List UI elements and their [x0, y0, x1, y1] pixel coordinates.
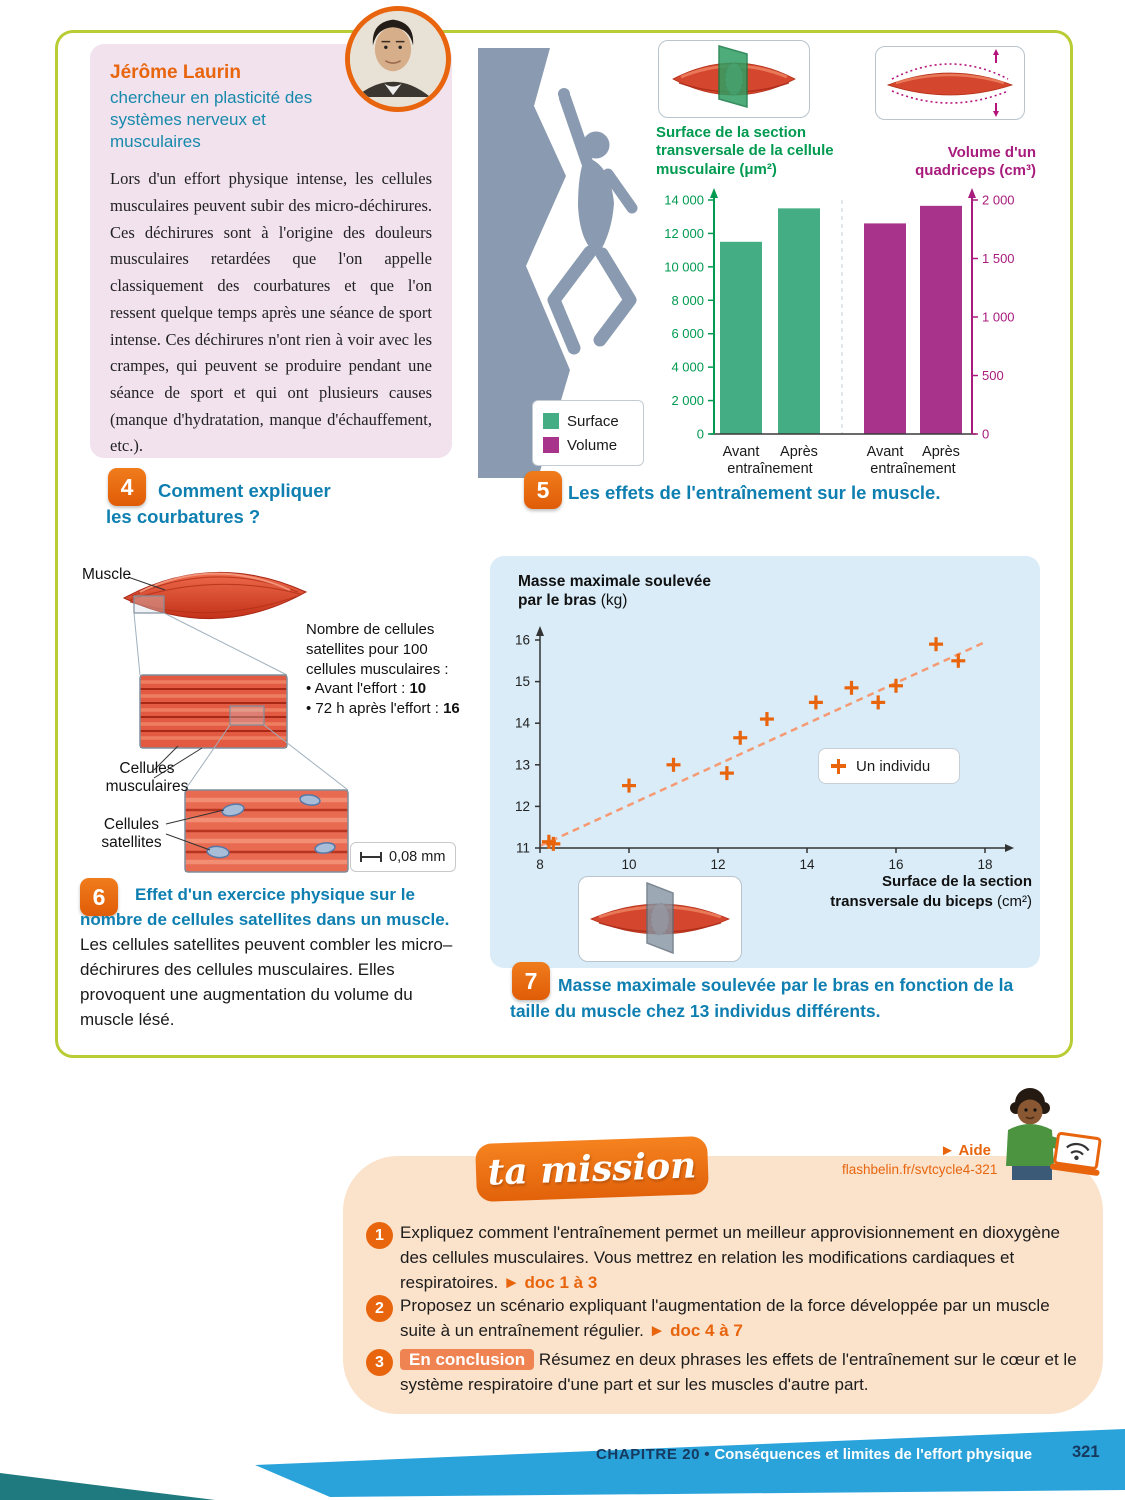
strength-vs-muscle-size-scatter	[500, 612, 1030, 882]
svg-text:10 000: 10 000	[664, 259, 704, 275]
biceps-section-icon-art	[579, 877, 741, 961]
svg-text:2 000: 2 000	[671, 393, 704, 409]
svg-text:13: 13	[514, 757, 530, 773]
info-bullet-2: • 72 h après l'effort : 16	[306, 700, 460, 718]
volume-label: Volume	[567, 436, 618, 454]
doc5-number: 5	[524, 471, 562, 509]
scatter-xtitle-line1: Surface de la section	[881, 873, 1032, 890]
svg-text:4 000: 4 000	[671, 359, 704, 375]
doc4-number: 4	[108, 468, 146, 506]
svg-text:16: 16	[888, 857, 904, 872]
scale-bar-icon	[360, 852, 382, 862]
surface-swatch	[543, 413, 559, 429]
info-line-3: cellules musculaires :	[306, 660, 449, 678]
task2-text: Proposez un scénario expliquant l'augmentation de la force développée par un muscle suite à un entraînement régulier. ► doc 4 à 7	[400, 1296, 1050, 1340]
mission-banner: ta mission	[475, 1136, 709, 1202]
muscle-volume-arrows-icon	[876, 47, 1024, 119]
svg-text:14: 14	[799, 857, 815, 872]
doc5-caption: Les effets de l'entraînement sur le muscle.	[568, 482, 941, 503]
bar-chart-legend	[532, 400, 644, 466]
portrait-illustration	[350, 11, 436, 97]
researcher-photo	[345, 6, 451, 112]
scatter-xtitle-unit: (cm²)	[992, 892, 1032, 910]
doc6-caption-text: Les cellules satellites peuvent combler les micro–déchirures des cellules musculaires. Elles provoquent une augmentation du volume du muscle lésé.	[80, 935, 453, 1029]
doc6-caption	[80, 882, 465, 1032]
scatter-legend	[818, 748, 960, 784]
researcher-bio: Lors d'un effort physique intense, les cellules musculaires peuvent subir des micro-déchirures. Ces déchirures sont à l'origine des douleurs musculaires retardées que l'on appelle classiquement des courbatures et que l'on ressent quelque temps après une séance de sport intense. Ces déchirures n'ont rien à voir avec les crampes, qui peuvent se produire pendant une séance de sport et qui ont plusieurs causes (manque d'hydratation, manque d'échauffement, etc.).	[110, 169, 432, 456]
aide-label: ► Aide	[940, 1142, 991, 1159]
svg-text:0: 0	[696, 426, 704, 442]
task1-number: 1	[366, 1222, 393, 1249]
svg-text:6 000: 6 000	[671, 326, 704, 342]
doc6-number: 6	[80, 878, 118, 916]
svg-text:12: 12	[514, 798, 530, 814]
legend-row-surface	[543, 409, 633, 433]
satellite-cells-info	[306, 620, 466, 719]
mascot-illustration	[992, 1088, 1104, 1193]
task3-text: En conclusion Résumez en deux phrases les effets de l'entraînement sur le cœur et le système respiratoire d'une part et sur les muscles d'autre part.	[400, 1350, 1077, 1394]
plus-marker-icon	[831, 759, 846, 774]
surface-label: Surface	[567, 412, 619, 430]
biceps-cross-section-icon	[578, 876, 742, 962]
svg-text:1 500: 1 500	[982, 251, 1015, 266]
conclusion-chip: En conclusion	[400, 1349, 534, 1370]
scatter-title-line1: Masse maximale soulevée	[518, 573, 712, 590]
scatter-xtitle-line2: transversale du biceps	[830, 892, 993, 910]
svg-text:16: 16	[514, 632, 530, 648]
bar-left-axis-title: Surface de la section transversale de la cellule musculaire (μm²)	[656, 124, 834, 178]
scatter-title-unit: (kg)	[596, 592, 628, 610]
svg-text:8: 8	[536, 857, 544, 872]
svg-text:12: 12	[710, 857, 726, 872]
flashbelin-link[interactable]: flashbelin.fr/svtcycle4-321	[842, 1162, 998, 1177]
svg-text:0: 0	[982, 426, 990, 442]
svg-text:entraînement: entraînement	[870, 461, 956, 477]
footer-text: CHAPITRE 20 • Conséquences et limites de l'effort physique	[596, 1446, 1033, 1463]
scale-indicator	[350, 842, 456, 872]
researcher-name: Jérôme Laurin	[110, 62, 241, 83]
svg-text:12 000: 12 000	[664, 225, 704, 241]
page-number: 321	[1072, 1443, 1100, 1461]
scatter-y-title	[518, 572, 711, 611]
footer-chapter: CHAPITRE 20	[596, 1446, 701, 1463]
scatter-x-title	[750, 872, 1032, 911]
doc4-title: Comment expliquer les courbatures ?	[106, 480, 331, 527]
svg-text:500: 500	[982, 368, 1004, 383]
researcher-role: chercheur en plasticité des systèmes nerveux et musculaires	[110, 88, 313, 151]
volume-swatch	[543, 437, 559, 453]
bar-right-axis-title: Volume d'un quadriceps (cm³)	[915, 144, 1036, 180]
svg-text:18: 18	[977, 857, 993, 872]
task1-text: Expliquez comment l'entraînement permet un meilleur approvisionnement en dioxygène des cellules musculaires. Vous mettrez en relation les modifications cardiaques et respiratoires. ► doc 1 à 3	[400, 1223, 1060, 1292]
info-line-1: Nombre de cellules	[306, 621, 435, 638]
svg-text:8 000: 8 000	[671, 292, 704, 308]
task3-number: 3	[366, 1349, 393, 1376]
svg-text:14: 14	[514, 715, 530, 731]
svg-text:Après: Après	[922, 444, 960, 460]
info-bullet-1: • Avant l'effort : 10	[306, 680, 427, 698]
footer-title: Conséquences et limites de l'effort physique	[714, 1446, 1033, 1463]
muscle-cross-section-icon	[658, 40, 810, 118]
scatter-legend-label: Un individu	[856, 757, 931, 775]
info-line-2: satellites pour 100	[306, 640, 428, 658]
scale-value: 0,08 mm	[389, 849, 446, 865]
svg-text:15: 15	[514, 674, 530, 690]
svg-text:14 000: 14 000	[664, 192, 704, 208]
svg-text:Avant: Avant	[722, 444, 760, 460]
svg-text:Avant: Avant	[866, 444, 904, 460]
muscle-volume-icon	[875, 46, 1025, 120]
scatter-title-line2: par le bras	[518, 592, 597, 610]
svg-text:1 000: 1 000	[982, 309, 1015, 325]
legend-row-volume	[543, 433, 633, 457]
label-muscle-cells: Cellules musculaires	[105, 760, 189, 796]
svg-text:entraînement: entraînement	[727, 461, 813, 477]
svg-text:Après: Après	[780, 444, 818, 460]
doc7-number: 7	[512, 962, 550, 1000]
doc7-caption: Masse maximale soulevée par le bras en fonction de la taille du muscle chez 13 individus différents.	[510, 975, 1014, 1021]
label-satellite-cells: Cellules satellites	[101, 816, 162, 852]
task2-number: 2	[366, 1295, 393, 1322]
doc6-caption-bold: Effet d'un exercice physique sur le nombre de cellules satellites dans un muscle.	[80, 885, 450, 929]
task2-doc-ref: ► doc 4 à 7	[648, 1321, 743, 1340]
svg-text:11: 11	[515, 840, 530, 856]
svg-text:2 000: 2 000	[982, 192, 1015, 208]
svg-text:10: 10	[621, 857, 637, 872]
muscle-section-surface-icon	[659, 41, 809, 117]
task1-doc-ref: ► doc 1 à 3	[502, 1273, 598, 1292]
label-muscle: Muscle	[82, 566, 132, 583]
training-effects-bar-chart	[652, 186, 1017, 486]
